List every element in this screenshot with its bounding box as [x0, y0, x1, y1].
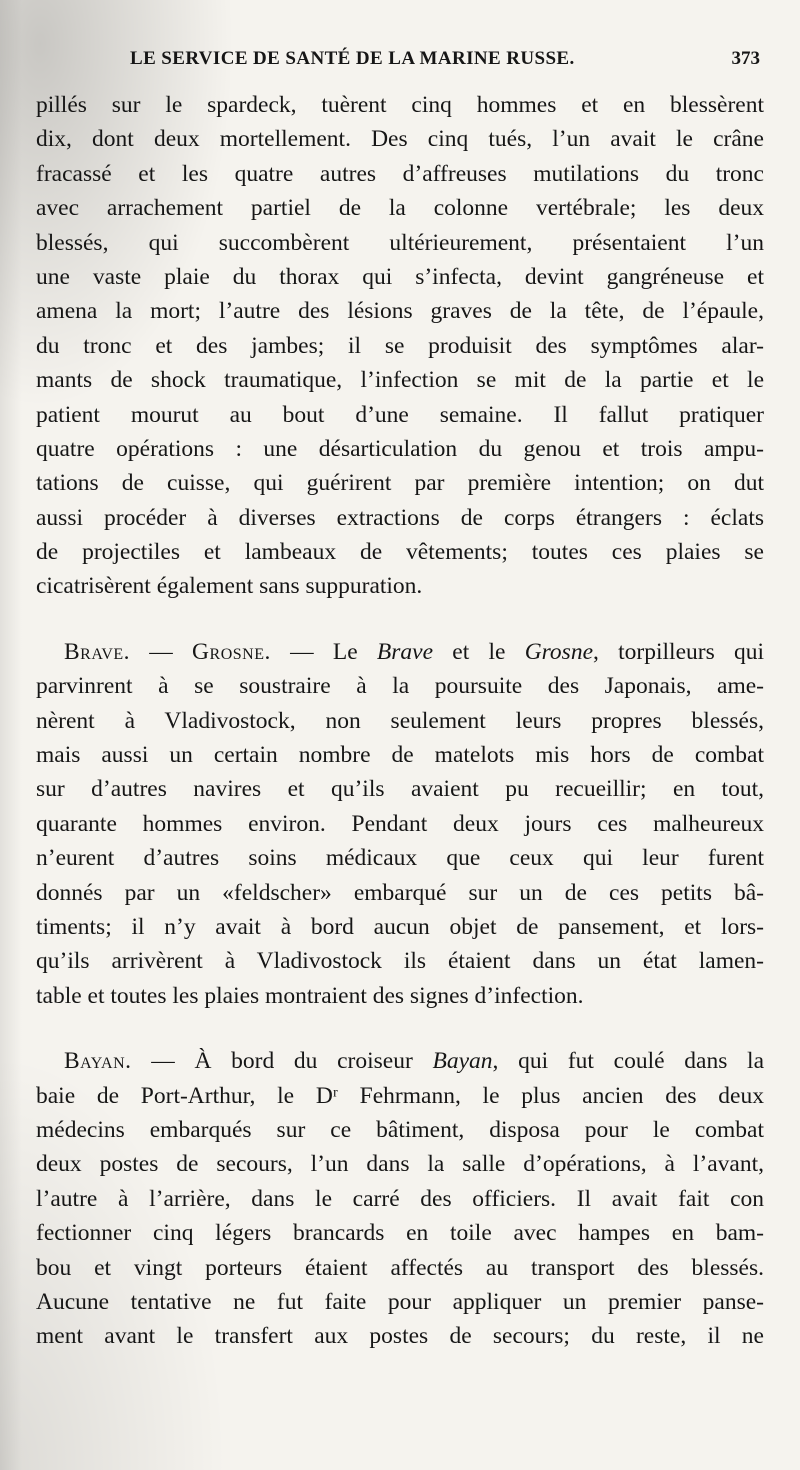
page-header	[130, 48, 760, 78]
text-line: timents; il n’y avait à bord aucun objet de pansement, et lors-	[36, 913, 764, 940]
text-line: une vaste plaie du thorax qui s’infecta, devint gangréneuse et	[36, 263, 764, 290]
text-line: ment avant le transfert aux postes de secours; du reste, il ne	[36, 1323, 764, 1350]
text-line: fectionner cinq légers brancards en toile avec hampes en bam-	[36, 1220, 764, 1247]
text-line: avec arrachement partiel de la colonne vertébrale; les deux	[36, 195, 764, 222]
paragraph-1	[36, 88, 764, 604]
text-line: donnés par un «feldscher» embarqué sur un de ces petits bâ-	[36, 879, 764, 906]
paragraph-3	[36, 1044, 764, 1354]
text-line: du tronc et des jambes; il se produisit des symptômes alar-	[36, 332, 764, 359]
text-line: pillés sur le spardeck, tuèrent cinq hommes et en blessèrent	[36, 92, 764, 118]
text-line: tations de cuisse, qui guérirent par première intention; on dut	[36, 470, 764, 497]
text-line: sur d’autres navires et qu’ils avaient pu recueillir; en tout,	[36, 776, 764, 803]
text-line: amena la mort; l’autre des lésions graves de la tête, de l’épaule,	[36, 298, 764, 325]
dash: — Le	[270, 638, 377, 665]
text-line: fracassé et les quatre autres d’affreuses mutilations du tronc	[36, 160, 764, 187]
text-line: nèrent à Vladivostock, non seulement leurs propres blessés,	[36, 707, 764, 734]
text-line: Aucune tentative ne fut faite pour appliquer un premier panse-	[36, 1288, 764, 1315]
section-heading-line	[36, 635, 764, 669]
body-text	[36, 88, 764, 1354]
text-line: blessés, qui succombèrent ultérieurement, présentaient l’un	[36, 229, 764, 256]
paragraph-gap	[36, 1013, 764, 1044]
text-line: parvinrent à se soustraire à la poursuite des Japonais, ame-	[36, 673, 764, 700]
text-line: aussi procéder à diverses extractions de corps étrangers : éclats	[36, 504, 764, 531]
ship-heading-grosne: Grosne.	[192, 638, 271, 665]
text-line: n’eurent d’autres soins médicaux que ceux qui leur furent	[36, 845, 764, 872]
text-line: médecins embarqués sur ce bâtiment, disposa pour le combat	[36, 1116, 764, 1143]
paragraph-2	[36, 635, 764, 1013]
section-heading-line	[36, 1044, 764, 1078]
text-fragment: , torpilleurs qui	[593, 638, 765, 665]
text-line: cicatrisèrent également sans suppuration.	[36, 573, 423, 600]
text-line: mais aussi un certain nombre de matelots mis hors de combat	[36, 742, 764, 769]
text-line: mants de shock traumatique, l’infection se mit de la partie et le	[36, 367, 764, 394]
text-line: de projectiles et lambeaux de vêtements; toutes ces plaies se	[36, 539, 764, 566]
text-line: quarante hommes environ. Pendant deux jours ces malheureux	[36, 810, 764, 837]
ship-name: Brave	[376, 638, 434, 665]
dash: —	[130, 638, 193, 665]
running-title: LE SERVICE DE SANTÉ DE LA MARINE RUSSE.	[130, 48, 575, 69]
ship-heading-brave: Brave.	[64, 638, 131, 665]
text-line: deux postes de secours, l’un dans la salle d’opérations, à l’avant,	[36, 1151, 764, 1178]
conjunction: et le	[433, 638, 525, 665]
text-line: quatre opérations : une désarticulation du genou et trois ampu-	[36, 435, 764, 462]
dash: — À bord du croiseur	[131, 1048, 433, 1075]
text-line: baie de Port-Arthur, le Dʳ Fehrmann, le plus ancien des deux	[36, 1082, 764, 1109]
text-line: qu’ils arrivèrent à Vladivostock ils étaient dans un état lamen-	[36, 948, 764, 975]
text-line: table et toutes les plaies montraient des signes d’infection.	[36, 982, 584, 1009]
text-line: patient mourut au bout d’une semaine. Il fallut pratiquer	[36, 401, 764, 428]
ship-name: Grosne	[524, 638, 594, 665]
ship-name: Bayan	[432, 1048, 493, 1075]
text-line: dix, dont deux mortellement. Des cinq tués, l’un avait le crâne	[36, 126, 764, 153]
ship-heading-bayan: Bayan.	[64, 1048, 132, 1075]
paragraph-gap	[36, 604, 764, 635]
text-line: bou et vingt porteurs étaient affectés au transport des blessés.	[36, 1254, 764, 1281]
text-line: l’autre à l’arrière, dans le carré des officiers. Il avait fait con	[36, 1185, 764, 1212]
text-fragment: , qui fut coulé dans la	[492, 1048, 765, 1075]
page-number: 373	[731, 48, 760, 69]
